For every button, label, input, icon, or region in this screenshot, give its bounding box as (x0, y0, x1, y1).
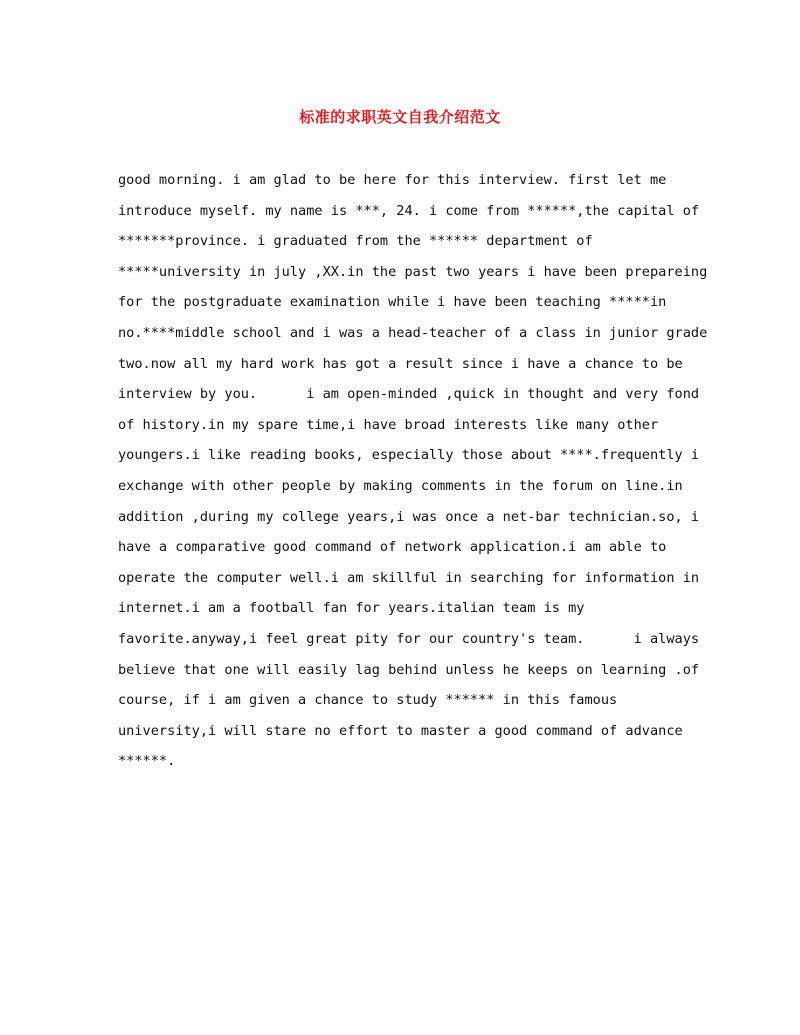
body-line: *****university in july ,XX.in the past two years i have been prepareing (118, 263, 708, 280)
body-line: have a comparative good command of network application.i am able to (118, 539, 667, 556)
body-line: of history.in my spare time,i have broad interests like many other (118, 416, 659, 433)
body-line: believe that one will easily lag behind unless he keeps on learning .of (118, 661, 700, 678)
body-line: addition ,during my college years,i was once a net-bar technician.so, i (118, 508, 700, 525)
body-line: internet.i am a football fan for years.italian team is my (118, 600, 585, 617)
body-line: ******. (118, 753, 176, 770)
body-line: *******province. i graduated from the ****** department of (118, 233, 593, 250)
document-body (118, 168, 708, 780)
body-line: introduce myself. my name is ***, 24. i come from ******,the capital of (118, 202, 700, 219)
document-title: 标准的求职英文自我介绍范文 (299, 108, 501, 126)
body-line: two.now all my hard work has got a result since i have a chance to be (118, 355, 683, 372)
body-line: youngers.i like reading books, especially those about ****.frequently i (118, 447, 700, 464)
body-line: good morning. i am glad to be here for this interview. first let me (118, 172, 667, 188)
body-line: for the postgraduate examination while i have been teaching *****in (118, 294, 667, 311)
body-line: no.****middle school and i was a head-teacher of a class in junior grade (118, 324, 708, 341)
body-line: operate the computer well.i am skillful in searching for information in (118, 569, 700, 586)
body-line: exchange with other people by making comments in the forum on line.in (118, 477, 683, 494)
body-line: university,i will stare no effort to master a good command of advance (118, 722, 683, 739)
body-line: course, if i am given a chance to study ****** in this famous (118, 692, 618, 709)
body-line: favorite.anyway,i feel great pity for our country's team. i always (118, 630, 700, 647)
body-line: interview by you. i am open-minded ,quick in thought and very fond (118, 386, 700, 403)
